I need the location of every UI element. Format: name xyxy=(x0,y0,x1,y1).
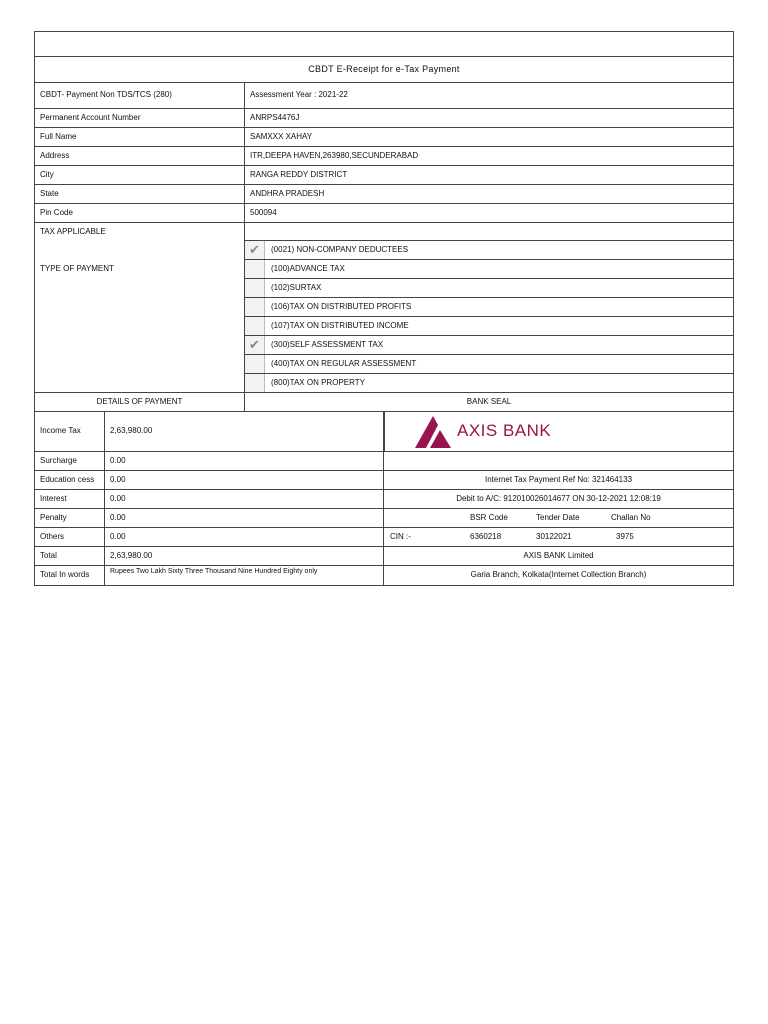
payment-label: Penalty xyxy=(34,509,105,528)
details-of-payment-header: DETAILS OF PAYMENT xyxy=(34,393,245,412)
bsr-code-value: 6360218 xyxy=(470,531,502,541)
challan-no-value: 3975 xyxy=(616,531,634,541)
field-label: City xyxy=(34,166,245,185)
field-value: RANGA REDDY DISTRICT xyxy=(245,166,734,185)
payment-value: Rupees Two Lakh Sixty Three Thousand Nine Hundred Eighty only xyxy=(105,566,384,586)
payment-value: 0.00 xyxy=(105,452,384,471)
field-label: State xyxy=(34,185,245,204)
payment-option-label: (0021) NON-COMPANY DEDUCTEES xyxy=(271,244,409,254)
payment-option-label: (800)TAX ON PROPERTY xyxy=(271,377,365,387)
tax-applicable-empty xyxy=(245,222,734,241)
payment-label: Others xyxy=(34,528,105,547)
payment-label: Total xyxy=(34,547,105,566)
payment-value: 0.00 xyxy=(105,490,384,509)
axis-bank-logo xyxy=(412,415,551,449)
payment-option-label: (107)TAX ON DISTRIBUTED INCOME xyxy=(271,320,409,330)
blank-bank-row xyxy=(384,452,734,471)
payment-value: 0.00 xyxy=(105,528,384,547)
internet-ref-no: Internet Tax Payment Ref No: 321464133 xyxy=(384,471,734,490)
field-value: 500094 xyxy=(245,204,734,223)
payment-label: Total In words xyxy=(34,566,105,586)
tax-applicable-label: TAX APPLICABLE xyxy=(34,222,245,241)
empty-checkbox-icon[interactable] xyxy=(245,374,265,392)
axis-bank-logo-text: AXIS BANK xyxy=(457,421,552,441)
field-label: Full Name xyxy=(34,128,245,147)
payment-value: 0.00 xyxy=(105,509,384,528)
bsr-code-label: BSR Code xyxy=(470,512,508,522)
empty-checkbox-icon[interactable] xyxy=(245,317,265,335)
payment-option-row xyxy=(245,260,734,279)
payment-option-row xyxy=(245,374,734,393)
payment-option-row xyxy=(245,298,734,317)
empty-checkbox-icon[interactable] xyxy=(245,279,265,297)
checked-checkbox-icon[interactable]: ✔ xyxy=(245,241,265,259)
payment-type-header: CBDT- Payment Non TDS/TCS (280) xyxy=(34,83,245,109)
field-value: ANDHRA PRADESH xyxy=(245,185,734,204)
debit-line: Debit to A/C: 912010026014677 ON 30-12-2021 12:08:19 xyxy=(384,490,734,509)
payment-value: 2,63,980.00 xyxy=(105,412,384,452)
payment-option-label: (106)TAX ON DISTRIBUTED PROFITS xyxy=(271,301,412,311)
tender-date-value: 30122021 xyxy=(536,531,572,541)
challan-no-label: Challan No xyxy=(611,512,651,522)
assessment-year: Assessment Year : 2021-22 xyxy=(245,83,734,109)
payment-option-row xyxy=(245,336,734,355)
payment-label: Interest xyxy=(34,490,105,509)
bank-name: AXIS BANK Limited xyxy=(384,547,734,566)
field-value: SAMXXX XAHAY xyxy=(245,128,734,147)
bank-logo-right-blank xyxy=(576,412,734,452)
top-blank-row xyxy=(34,31,734,57)
field-label: Address xyxy=(34,147,245,166)
empty-checkbox-icon[interactable] xyxy=(245,260,265,278)
codes-value-row xyxy=(384,528,734,547)
bank-branch: Garia Branch, Kolkata(Internet Collection Branch) xyxy=(384,566,734,586)
payment-label: Education cess xyxy=(34,471,105,490)
empty-checkbox-icon[interactable] xyxy=(245,355,265,373)
codes-header-row xyxy=(384,509,734,528)
payment-option-label: (100)ADVANCE TAX xyxy=(271,263,345,273)
empty-checkbox-icon[interactable] xyxy=(245,298,265,316)
field-value: ITR,DEEPA HAVEN,263980,SECUNDERABAD xyxy=(245,147,734,166)
payment-option-row xyxy=(245,355,734,374)
bank-seal-header: BANK SEAL xyxy=(245,393,734,412)
receipt-title: CBDT E-Receipt for e-Tax Payment xyxy=(34,57,734,83)
payment-value: 2,63,980.00 xyxy=(105,547,384,566)
payment-option-row xyxy=(245,279,734,298)
checked-checkbox-icon[interactable]: ✔ xyxy=(245,336,265,354)
payment-option-label: (400)TAX ON REGULAR ASSESSMENT xyxy=(271,358,417,368)
payment-value: 0.00 xyxy=(105,471,384,490)
field-label: Pin Code xyxy=(34,204,245,223)
payment-option-label: (102)SURTAX xyxy=(271,282,322,292)
payment-label: Income Tax xyxy=(34,412,105,452)
payment-option-label: (300)SELF ASSESSMENT TAX xyxy=(271,339,384,349)
axis-logo-icon xyxy=(412,415,454,449)
payment-option-row xyxy=(245,241,734,260)
payment-option-row xyxy=(245,317,734,336)
cin-label: CIN :- xyxy=(390,531,411,541)
payment-label: Surcharge xyxy=(34,452,105,471)
type-of-payment-label: TYPE OF PAYMENT xyxy=(34,241,245,393)
field-label: Permanent Account Number xyxy=(34,109,245,128)
tender-date-label: Tender Date xyxy=(536,512,580,522)
field-value: ANRPS4476J xyxy=(245,109,734,128)
